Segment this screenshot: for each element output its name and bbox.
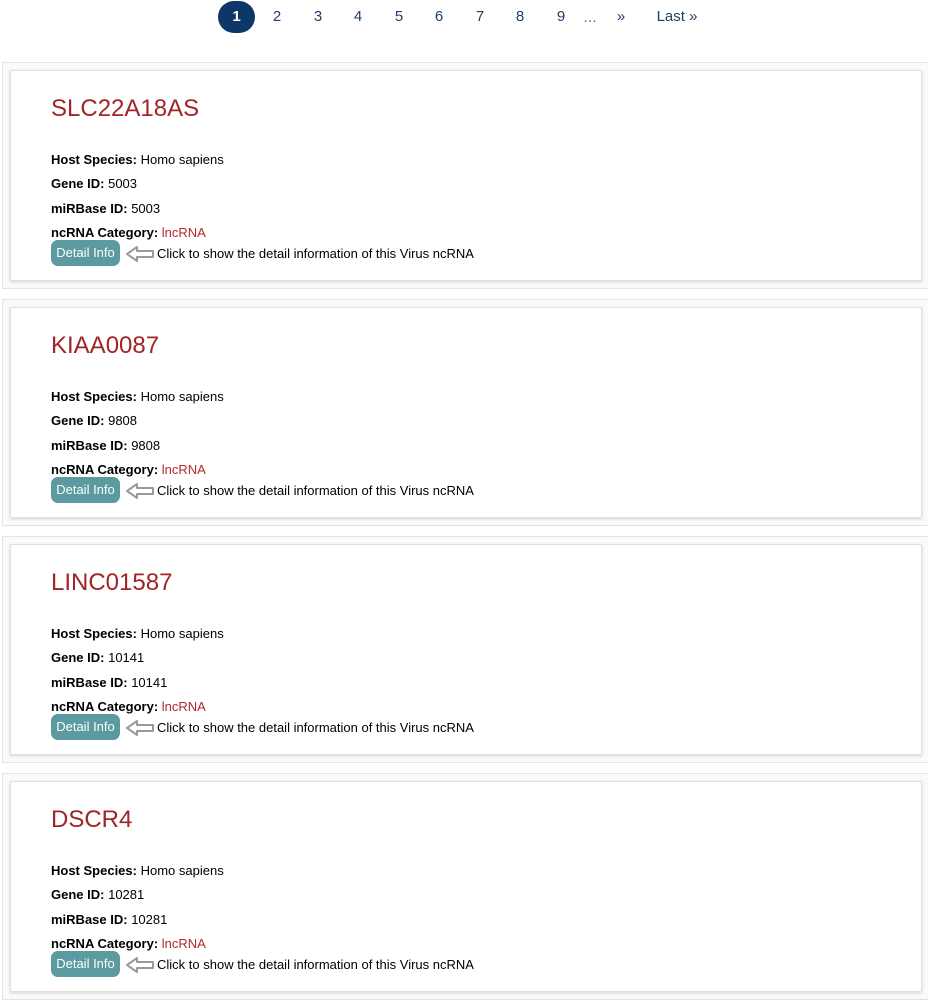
- page-6-button[interactable]: 6: [434, 8, 444, 25]
- record-title: DSCR4: [51, 806, 133, 833]
- host-species-value: Homo sapiens: [140, 626, 224, 641]
- ncrna-category-label: ncRNA Category:: [51, 462, 159, 477]
- ncrna-category-label: ncRNA Category:: [51, 225, 159, 240]
- ncrna-category-field: [51, 699, 206, 714]
- mirbase-id-field: [51, 438, 160, 453]
- gene-id-label: Gene ID:: [51, 176, 105, 191]
- page-1-button[interactable]: 1: [218, 1, 255, 33]
- host-species-label: Host Species:: [51, 863, 137, 878]
- record-card-wrapper: [2, 62, 928, 289]
- record-title: LINC01587: [51, 569, 173, 596]
- mirbase-id-field: [51, 675, 167, 690]
- page-3-button[interactable]: 3: [313, 8, 323, 25]
- left-arrow-outline-icon: [125, 245, 155, 263]
- record-card-wrapper: [2, 536, 928, 763]
- host-species-label: Host Species:: [51, 389, 137, 404]
- ncrna-category-label: ncRNA Category:: [51, 699, 159, 714]
- gene-id-label: Gene ID:: [51, 650, 105, 665]
- gene-id-label: Gene ID:: [51, 413, 105, 428]
- page-4-button[interactable]: 4: [353, 8, 363, 25]
- record-title: SLC22A18AS: [51, 95, 200, 122]
- host-species-label: Host Species:: [51, 152, 137, 167]
- mirbase-id-label: miRBase ID:: [51, 675, 128, 690]
- gene-id-value: 9808: [108, 413, 138, 428]
- detail-hint-text: Click to show the detail information of this Virus ncRNA: [157, 483, 474, 498]
- detail-info-button[interactable]: Detail Info: [51, 951, 120, 977]
- record-card: [10, 781, 922, 992]
- host-species-label: Host Species:: [51, 626, 137, 641]
- ncrna-category-field: [51, 936, 206, 951]
- ncrna-category-link[interactable]: lncRNA: [161, 462, 206, 477]
- detail-hint-text: Click to show the detail information of this Virus ncRNA: [157, 957, 474, 972]
- next-page-button[interactable]: »: [616, 8, 626, 25]
- mirbase-id-label: miRBase ID:: [51, 912, 128, 927]
- detail-info-button[interactable]: Detail Info: [51, 477, 120, 503]
- host-species-field: [51, 626, 224, 641]
- left-arrow-outline-icon: [125, 719, 155, 737]
- host-species-field: [51, 863, 224, 878]
- pagination-ellipsis: …: [583, 9, 597, 25]
- mirbase-id-value: 10141: [131, 675, 168, 690]
- mirbase-id-label: miRBase ID:: [51, 438, 128, 453]
- mirbase-id-field: [51, 912, 167, 927]
- gene-id-value: 10281: [108, 887, 145, 902]
- host-species-field: [51, 389, 224, 404]
- record-card: [10, 307, 922, 518]
- gene-id-label: Gene ID:: [51, 887, 105, 902]
- detail-info-button[interactable]: Detail Info: [51, 714, 120, 740]
- page-7-button[interactable]: 7: [475, 8, 485, 25]
- gene-id-field: [51, 413, 137, 428]
- ncrna-category-link[interactable]: lncRNA: [161, 936, 206, 951]
- host-species-value: Homo sapiens: [140, 389, 224, 404]
- last-page-button[interactable]: Last »: [656, 8, 698, 25]
- ncrna-category-link[interactable]: lncRNA: [161, 699, 206, 714]
- ncrna-category-label: ncRNA Category:: [51, 936, 159, 951]
- pagination: [0, 0, 928, 34]
- mirbase-id-value: 5003: [131, 201, 161, 216]
- page-8-button[interactable]: 8: [515, 8, 525, 25]
- page-9-button[interactable]: 9: [556, 8, 566, 25]
- gene-id-value: 5003: [108, 176, 138, 191]
- host-species-field: [51, 152, 224, 167]
- detail-info-button[interactable]: Detail Info: [51, 240, 120, 266]
- gene-id-field: [51, 887, 144, 902]
- gene-id-value: 10141: [108, 650, 145, 665]
- page-5-button[interactable]: 5: [394, 8, 404, 25]
- record-card: [10, 70, 922, 281]
- mirbase-id-field: [51, 201, 160, 216]
- record-title: KIAA0087: [51, 332, 160, 359]
- gene-id-field: [51, 176, 137, 191]
- gene-id-field: [51, 650, 144, 665]
- host-species-value: Homo sapiens: [140, 863, 224, 878]
- left-arrow-outline-icon: [125, 482, 155, 500]
- mirbase-id-label: miRBase ID:: [51, 201, 128, 216]
- ncrna-category-link[interactable]: lncRNA: [161, 225, 206, 240]
- record-card: [10, 544, 922, 755]
- record-card-wrapper: [2, 773, 928, 1000]
- ncrna-category-field: [51, 225, 206, 240]
- host-species-value: Homo sapiens: [140, 152, 224, 167]
- detail-hint-text: Click to show the detail information of this Virus ncRNA: [157, 246, 474, 261]
- detail-hint-text: Click to show the detail information of this Virus ncRNA: [157, 720, 474, 735]
- ncrna-category-field: [51, 462, 206, 477]
- record-card-wrapper: [2, 299, 928, 526]
- mirbase-id-value: 9808: [131, 438, 161, 453]
- mirbase-id-value: 10281: [131, 912, 168, 927]
- page-2-button[interactable]: 2: [272, 8, 282, 25]
- left-arrow-outline-icon: [125, 956, 155, 974]
